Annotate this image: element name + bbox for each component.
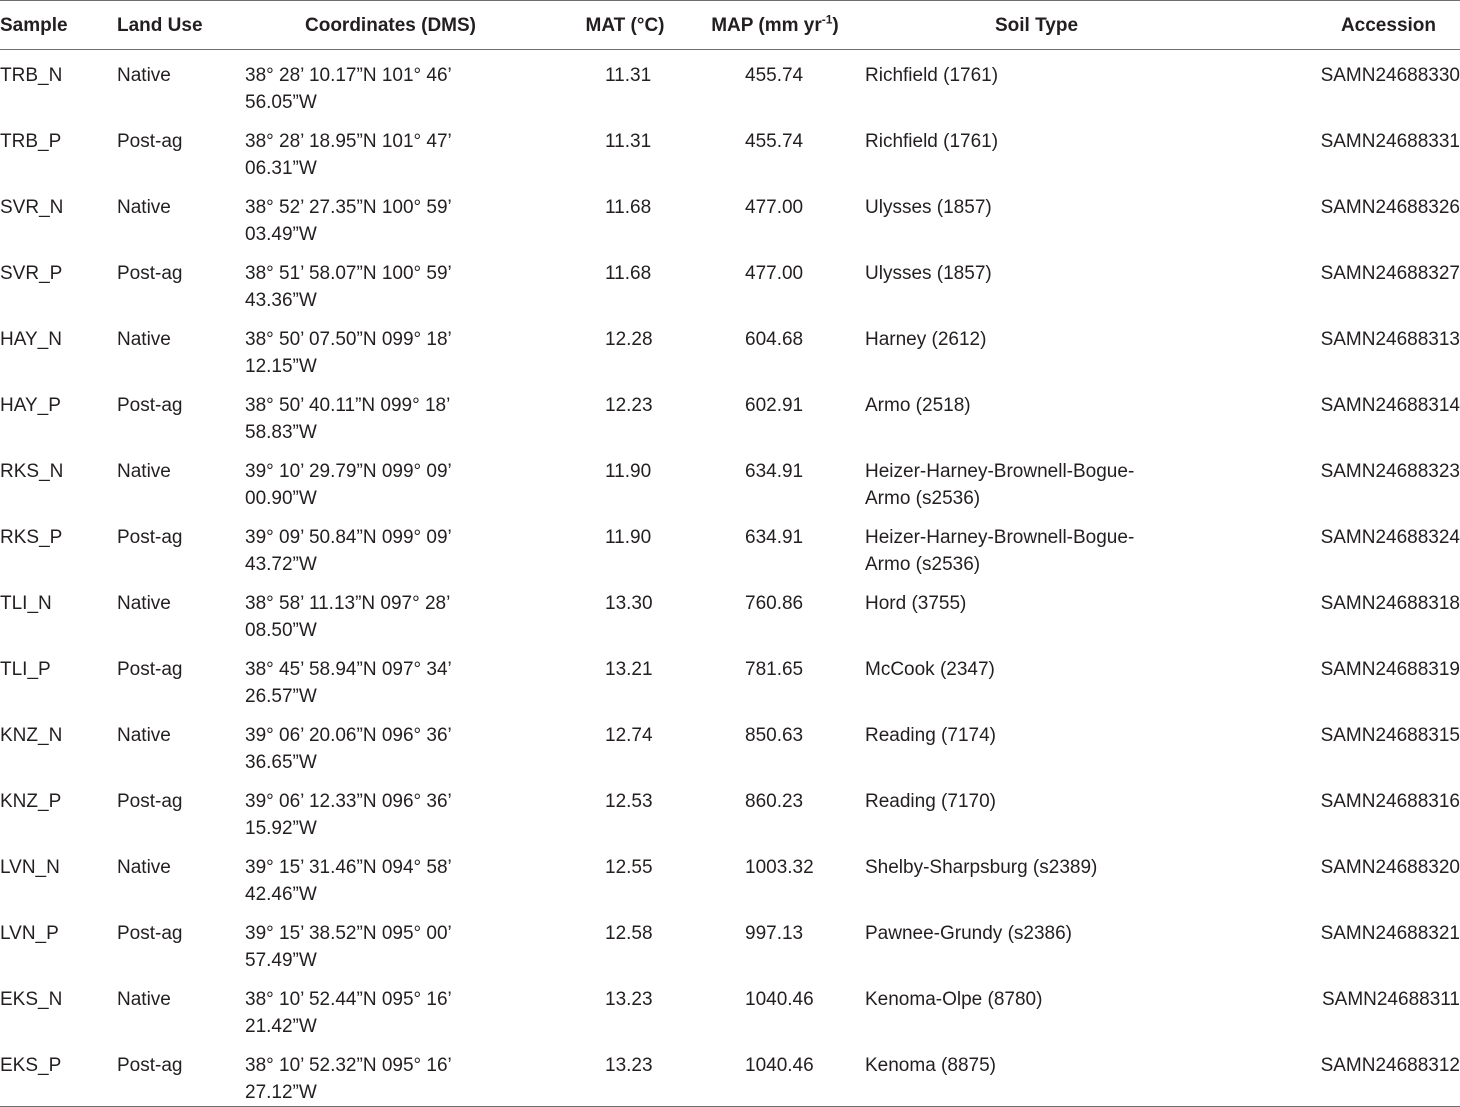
cell-soil-type: Heizer-Harney-Brownell-Bogue-Armo (s2536)	[865, 461, 1135, 509]
cell-map: 602.91	[745, 395, 804, 416]
cell-land-use: Post-ag	[117, 131, 183, 152]
cell-coordinates: 39° 15’ 38.52”N 095° 00’ 57.49”W	[245, 923, 452, 971]
cell-mat: 12.74	[605, 725, 653, 746]
table-row	[0, 314, 1460, 380]
table-row	[0, 512, 1460, 578]
cell-land-use: Post-ag	[117, 1040, 245, 1107]
cell-mat: 13.23	[605, 989, 653, 1010]
cell-land-use: Post-ag	[117, 527, 183, 548]
cell-accession: SAMN24688314	[1320, 395, 1460, 416]
cell-soil-type: Pawnee-Grundy (s2386)	[865, 923, 1072, 944]
header-map-close: )	[832, 14, 839, 36]
cell-soil-type: Ulysses (1857)	[865, 263, 992, 284]
cell-land-use: Native	[117, 593, 171, 614]
cell-map: 477.00	[745, 263, 804, 284]
table-row	[0, 116, 1460, 182]
table-row	[0, 644, 1460, 710]
cell-sample: EKS_P	[0, 1040, 117, 1107]
cell-soil-type: McCook (2347)	[865, 659, 995, 680]
cell-land-use: Native	[117, 461, 171, 482]
cell-sample: HAY_P	[0, 395, 61, 416]
cell-coordinates: 39° 09’ 50.84”N 099° 09’ 43.72”W	[245, 527, 452, 575]
cell-map: 997.13	[745, 923, 804, 944]
cell-coordinates: 38° 10’ 52.44”N 095° 16’ 21.42”W	[245, 989, 452, 1037]
header-map	[705, 1, 845, 50]
cell-soil-type: Ulysses (1857)	[865, 197, 992, 218]
cell-coordinates: 38° 45’ 58.94”N 097° 34’ 26.57”W	[245, 659, 452, 707]
cell-sample: TLI_N	[0, 593, 52, 614]
cell-land-use: Native	[117, 197, 171, 218]
table-header	[0, 1, 1460, 50]
cell-map: 604.68	[745, 329, 804, 350]
cell-mat: 12.53	[605, 791, 653, 812]
cell-sample: SVR_N	[0, 197, 64, 218]
cell-soil-type: Reading (7170)	[865, 791, 996, 812]
cell-coordinates: 38° 28’ 18.95”N 101° 47’ 06.31”W	[245, 131, 452, 179]
cell-mat: 11.68	[605, 263, 652, 284]
cell-accession: SAMN24688331	[1320, 131, 1460, 152]
cell-mat: 11.31	[605, 65, 652, 86]
cell-land-use: Post-ag	[117, 395, 183, 416]
table-row	[0, 710, 1460, 776]
cell-sample: SVR_P	[0, 263, 63, 284]
cell-land-use: Native	[117, 329, 171, 350]
cell-mat: 12.23	[605, 395, 653, 416]
cell-sample: RKS_P	[0, 527, 63, 548]
cell-sample: EKS_N	[0, 989, 63, 1010]
cell-map: 860.23	[745, 791, 804, 812]
cell-soil-type: Armo (2518)	[865, 395, 971, 416]
cell-mat: 11.31	[605, 131, 652, 152]
cell-sample: TRB_N	[0, 65, 63, 86]
cell-map: 477.00	[745, 197, 804, 218]
cell-accession: SAMN24688318	[1320, 593, 1460, 614]
cell-map: 850.63	[745, 725, 804, 746]
cell-accession: SAMN24688315	[1320, 725, 1460, 746]
cell-map: 455.74	[745, 131, 804, 152]
header-land-use: Land Use	[117, 1, 245, 50]
cell-coordinates: 38° 52’ 27.35”N 100° 59’ 03.49”W	[245, 197, 452, 245]
cell-accession: SAMN24688327	[1320, 263, 1460, 284]
table-row	[0, 446, 1460, 512]
header-row	[0, 1, 1460, 50]
header-map-text: MAP (mm yr	[711, 14, 822, 36]
cell-land-use: Post-ag	[117, 923, 183, 944]
cell-land-use: Native	[117, 65, 171, 86]
cell-map: 1040.46	[705, 1040, 845, 1107]
cell-coordinates: 39° 06’ 12.33”N 096° 36’ 15.92”W	[245, 791, 452, 839]
cell-soil-type: Richfield (1761)	[865, 65, 999, 86]
cell-mat: 11.90	[605, 527, 652, 548]
cell-land-use: Post-ag	[117, 791, 183, 812]
cell-map: 455.74	[745, 65, 804, 86]
cell-map: 1040.46	[745, 989, 814, 1010]
header-mat: MAT (°C)	[545, 1, 705, 50]
cell-mat: 12.28	[605, 329, 653, 350]
cell-soil-type: Hord (3755)	[865, 593, 967, 614]
cell-accession: SAMN24688311	[1321, 989, 1460, 1010]
cell-map: 634.91	[745, 461, 804, 482]
cell-sample: LVN_P	[0, 923, 59, 944]
cell-coordinates: 38° 28’ 10.17”N 101° 46’ 56.05”W	[245, 65, 452, 113]
cell-accession: SAMN24688330	[1320, 65, 1460, 86]
cell-land-use: Native	[117, 857, 171, 878]
cell-coordinates: 38° 51’ 58.07”N 100° 59’ 43.36”W	[245, 263, 452, 311]
cell-mat: 13.30	[605, 593, 653, 614]
cell-map: 760.86	[745, 593, 804, 614]
cell-sample: TRB_P	[0, 131, 62, 152]
table-row	[0, 50, 1460, 117]
cell-mat: 11.68	[605, 197, 652, 218]
cell-land-use: Post-ag	[117, 263, 183, 284]
table-row	[0, 974, 1460, 1040]
cell-mat: 13.21	[605, 659, 653, 680]
cell-accession: SAMN24688319	[1320, 659, 1460, 680]
cell-coordinates: 38° 50’ 07.50”N 099° 18’ 12.15”W	[245, 329, 452, 377]
table-row	[0, 842, 1460, 908]
cell-land-use: Native	[117, 989, 171, 1010]
table-row	[0, 776, 1460, 842]
cell-mat: 12.55	[605, 857, 653, 878]
cell-land-use: Native	[117, 725, 171, 746]
header-soil-type: Soil Type	[845, 1, 1205, 50]
cell-soil-type: Kenoma (8875)	[845, 1040, 1205, 1107]
cell-accession: SAMN24688320	[1320, 857, 1460, 878]
cell-soil-type: Heizer-Harney-Brownell-Bogue-Armo (s2536)	[865, 527, 1135, 575]
cell-soil-type: Kenoma-Olpe (8780)	[865, 989, 1043, 1010]
cell-accession: SAMN24688326	[1320, 197, 1460, 218]
table-row	[0, 248, 1460, 314]
cell-accession: SAMN24688321	[1320, 923, 1460, 944]
cell-soil-type: Harney (2612)	[865, 329, 987, 350]
cell-accession: SAMN24688316	[1320, 791, 1460, 812]
cell-soil-type: Reading (7174)	[865, 725, 996, 746]
cell-accession: SAMN24688323	[1320, 461, 1460, 482]
table-row	[0, 182, 1460, 248]
cell-mat: 11.90	[605, 461, 652, 482]
cell-sample: RKS_N	[0, 461, 64, 482]
cell-sample: KNZ_N	[0, 725, 63, 746]
cell-soil-type: Richfield (1761)	[865, 131, 999, 152]
cell-accession: SAMN24688313	[1320, 329, 1460, 350]
header-sample: Sample	[0, 1, 117, 50]
cell-accession: SAMN24688312	[1205, 1040, 1460, 1107]
cell-map: 781.65	[745, 659, 804, 680]
table-row	[0, 908, 1460, 974]
cell-coordinates: 38° 50’ 40.11”N 099° 18’ 58.83”W	[245, 395, 450, 443]
cell-sample: LVN_N	[0, 857, 60, 878]
cell-map: 1003.32	[745, 857, 814, 878]
cell-sample: TLI_P	[0, 659, 51, 680]
cell-sample: HAY_N	[0, 329, 62, 350]
cell-coordinates: 39° 15’ 31.46”N 094° 58’ 42.46”W	[245, 857, 452, 905]
cell-coordinates: 38° 58’ 11.13”N 097° 28’ 08.50”W	[245, 593, 450, 641]
table-row	[0, 380, 1460, 446]
table-body	[0, 50, 1460, 1107]
cell-coordinates: 39° 10’ 29.79”N 099° 09’ 00.90”W	[245, 461, 452, 509]
cell-sample: KNZ_P	[0, 791, 62, 812]
cell-soil-type: Shelby-Sharpsburg (s2389)	[865, 857, 1098, 878]
cell-map: 634.91	[745, 527, 804, 548]
table-row	[0, 578, 1460, 644]
cell-accession: SAMN24688324	[1320, 527, 1460, 548]
header-map-sup: -1	[821, 12, 833, 27]
cell-coordinates: 38° 10’ 52.32”N 095° 16’ 27.12”W	[245, 1040, 545, 1107]
cell-mat: 12.58	[605, 923, 653, 944]
header-accession: Accession	[1205, 1, 1460, 50]
cell-coordinates: 39° 06’ 20.06”N 096° 36’ 36.65”W	[245, 725, 452, 773]
header-coordinates: Coordinates (DMS)	[245, 1, 545, 50]
cell-land-use: Post-ag	[117, 659, 183, 680]
cell-mat: 13.23	[545, 1040, 705, 1107]
table-row	[0, 1040, 1460, 1107]
